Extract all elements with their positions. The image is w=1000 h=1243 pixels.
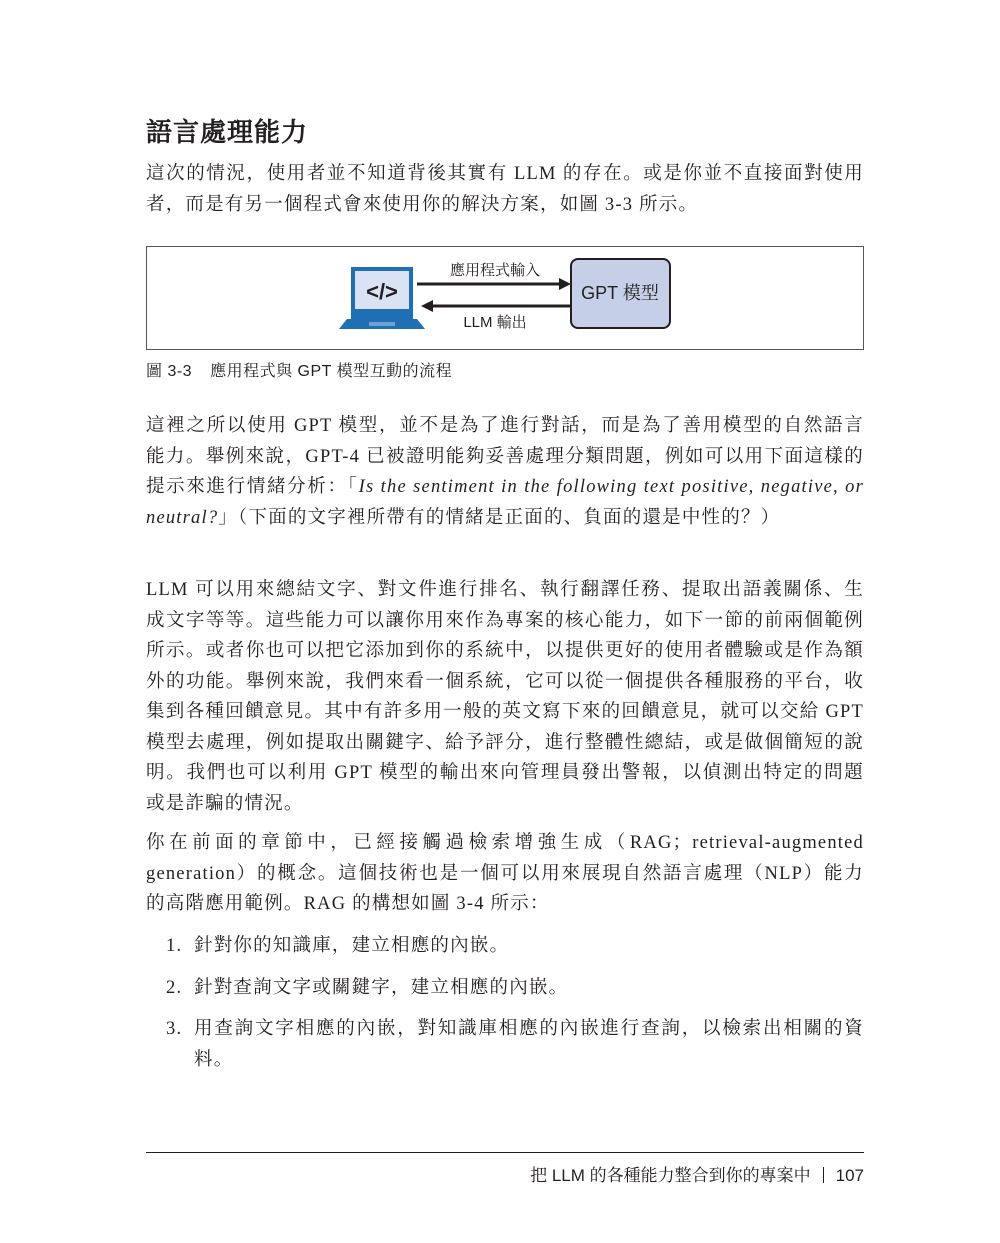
sentiment-prompt-quote: Is the sentiment in the following text positive, negative, or neutral? [146, 477, 865, 528]
list-item-text: 針對查詢文字或關鍵字，建立相應的內嵌。 [194, 977, 569, 998]
paragraph-sentiment-trail: 」（下面的文字裡所帶有的情緒是正面的、負面的還是中性的？） [218, 507, 781, 528]
list-item-text: 針對你的知識庫，建立相應的內嵌。 [194, 936, 510, 956]
footer-separator [823, 1167, 824, 1183]
arrow-input [417, 278, 571, 290]
list-item-text: 用查詢文字相應的內嵌，對知識庫相應的內嵌進行查詢，以檢索出相關的資料。 [194, 1019, 864, 1070]
figure-caption-text: 應用程式與 GPT 模型互動的流程 [210, 363, 453, 380]
intro-paragraph: 這次的情況，使用者並不知道背後其實有 LLM 的存在。或是你並不直接面對使用者，而是有另一個程式會來使用你的解決方案，如圖 3-3 所示。 [146, 164, 864, 215]
rag-steps-list [166, 931, 864, 1075]
paragraph-rag: 你在前面的章節中，已經接觸過檢索增強生成（RAG；retrieval-augmented generation）的概念。這個技術也是一個可以用來展現自然語言處理（NLP）能力的高階應用範例。RAG 的構想如圖 3-4 所示： [146, 833, 864, 914]
gpt-model-label: GPT 模型 [581, 283, 659, 303]
laptop-trackpad [369, 322, 395, 326]
list-marker: 2. [166, 977, 183, 998]
list-item [166, 931, 864, 962]
list-marker: 3. [166, 1019, 183, 1039]
laptop-icon [339, 267, 425, 329]
figure-caption [146, 358, 452, 381]
page-footer [530, 1161, 864, 1186]
figure-diagram [147, 247, 863, 349]
running-chapter-title: 把 LLM 的各種能力整合到你的專案中 [530, 1166, 811, 1185]
arrow-output-label: LLM 輸出 [463, 314, 527, 331]
section-title: 語言處理能力 [146, 118, 309, 148]
laptop-code-glyph: </> [366, 279, 398, 304]
footer-rule [146, 1152, 864, 1153]
list-item [166, 1014, 864, 1075]
figure-3-3 [146, 246, 864, 350]
page-number: 107 [835, 1166, 864, 1185]
figure-number: 圖 3-3 [146, 363, 193, 380]
list-marker: 1. [166, 936, 183, 956]
arrow-output [421, 300, 571, 312]
paragraph-sentiment-lead: 這裡之所以使用 GPT 模型，並不是為了進行對話，而是為了善用模型的自然語言能力。舉例來說，GPT-4 已被證明能夠妥善處理分類問題，例如可以用下面這樣的提示來進行情緒分析：「 [146, 416, 864, 497]
paragraph-llm-capabilities: LLM 可以用來總結文字、對文件進行排名、執行翻譯任務、提取出語義關係、生成文字等等。這些能力可以讓你用來作為專案的核心能力，如下一節的前兩個範例所示。或者你也可以把它添加到你的系統中，以提供更好的使用者體驗或是作為額外的功能。舉例來說，我們來看一個系統，它可以從一個提供各種服務的平台，收集到各種回饋意見。其中有許多用一般的英文寫下來的回饋意見，就可以交給 GPT 模型去處理，例如提取出關鍵字、給予評分，進行整體性總結，或是做個簡短的說明。我們也可以利用 GPT 模型的輸出來向管理員發出警報，以偵測出特定的問題或是詐騙的情況。 [146, 580, 864, 814]
list-item [166, 973, 864, 1004]
paragraph-sentiment [146, 411, 864, 533]
arrow-input-label: 應用程式輸入 [449, 262, 541, 279]
